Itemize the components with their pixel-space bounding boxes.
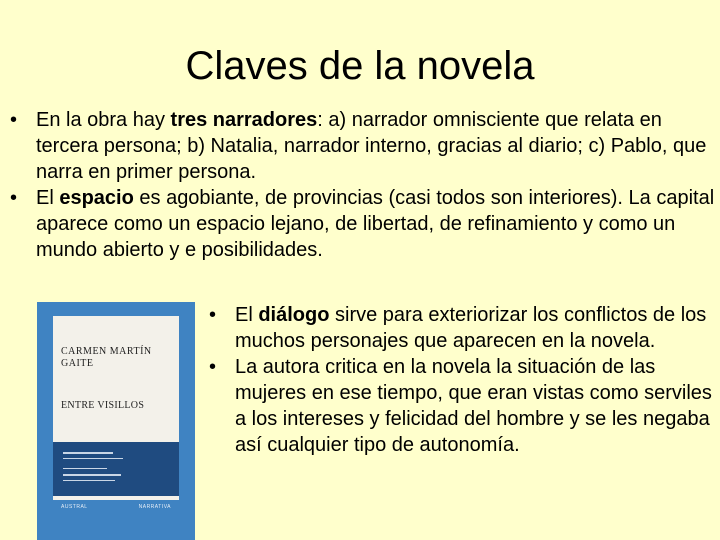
bullet-emphasis: espacio (59, 187, 134, 209)
bullet-text: El (235, 304, 259, 326)
bullet-item (205, 354, 717, 458)
cover-text-line (63, 474, 121, 476)
book-cover-paper (53, 316, 179, 540)
book-cover-collection: NARRATIVA (138, 504, 171, 510)
bullet-list-right (205, 302, 717, 458)
bullet-marker: • (209, 304, 217, 326)
bullet-marker: • (209, 356, 217, 378)
book-cover-author: CARMEN MARTÍN GAITE (61, 346, 152, 369)
cover-text-line (63, 480, 115, 481)
book-cover-footer (53, 500, 179, 540)
book-cover-band (53, 442, 179, 496)
bullet-marker: • (10, 187, 18, 209)
cover-text-line (63, 468, 107, 469)
bullet-item (8, 185, 716, 263)
bullet-text: En la obra hay (36, 109, 171, 131)
slide-title: Claves de la novela (185, 44, 535, 88)
bullet-text: : a) narrador omnisciente que relata en tercera persona; b) Natalia, narrador interno, gracias al diario; c) Pablo, que narra en primer persona. (36, 109, 707, 183)
bullet-text: La autora critica en la novela la situación de las mujeres en ese tiempo, que eran vistas como serviles a los intereses y felicidad del hombre y se les negaba así cualquier tipo de autonomía. (235, 356, 712, 456)
bullet-text: sirve para exteriorizar los conflictos de los muchos personajes que aparecen en la novela. (235, 304, 707, 352)
bullet-text: El (36, 187, 60, 209)
bullet-item (8, 107, 716, 185)
book-cover-title: ENTRE VISILLOS (61, 400, 145, 411)
book-cover-publisher: AUSTRAL (61, 504, 88, 510)
cover-text-line (63, 458, 123, 459)
bullet-list (8, 107, 716, 263)
cover-text-line (63, 452, 113, 454)
bullet-item (205, 302, 717, 354)
bullet-emphasis: tres narradores (170, 109, 318, 131)
bullet-emphasis: diálogo (258, 304, 330, 326)
bullet-marker: • (10, 109, 18, 131)
bullet-text: es agobiante, de provincias (casi todos son interiores). La capital aparece como un espacio lejano, de libertad, de refinamiento y como un mundo abierto y e posibilidades. (36, 187, 715, 261)
book-cover-image (37, 302, 195, 540)
